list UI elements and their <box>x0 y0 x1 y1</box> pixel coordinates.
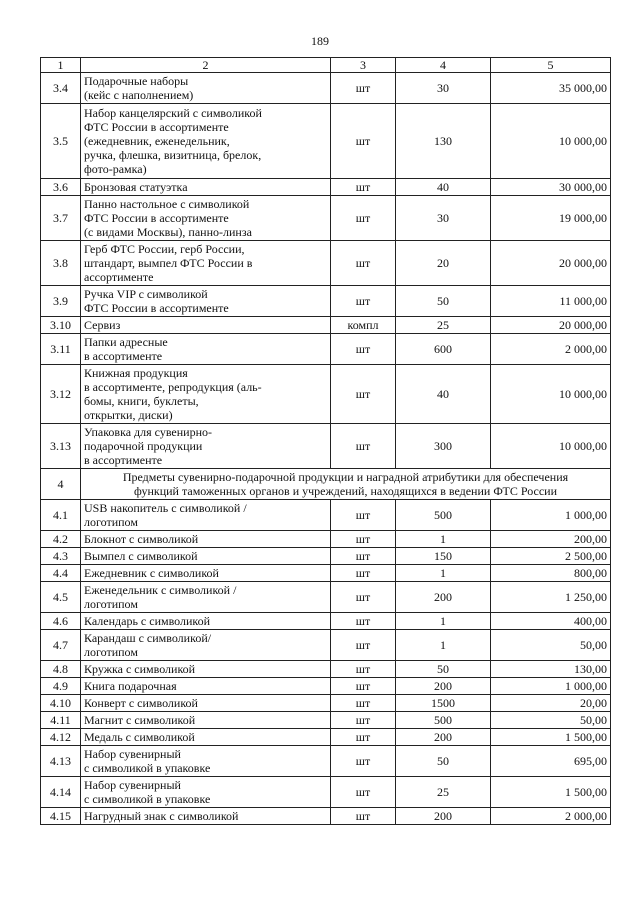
table-row <box>41 695 611 712</box>
item-unit: шт <box>331 104 396 179</box>
item-quantity: 40 <box>396 365 491 424</box>
item-quantity: 50 <box>396 661 491 678</box>
item-quantity: 1500 <box>396 695 491 712</box>
item-name: USB накопитель с символикой / логотипом <box>81 500 331 531</box>
item-name: Конверт с символикой <box>81 695 331 712</box>
item-amount: 50,00 <box>491 712 611 729</box>
item-quantity: 30 <box>396 73 491 104</box>
item-name: Набор сувенирный с символикой в упаковке <box>81 777 331 808</box>
item-quantity: 200 <box>396 808 491 825</box>
item-amount: 11 000,00 <box>491 286 611 317</box>
item-name: Сервиз <box>81 317 331 334</box>
item-name: Карандаш с символикой/ логотипом <box>81 630 331 661</box>
item-name: Набор канцелярский с символикой ФТС России в ассортименте (ежедневник, еженедельник, ручка, флешка, визитница, брелок, фото-рамка) <box>81 104 331 179</box>
row-number: 4.12 <box>41 729 81 746</box>
item-name: Бронзовая статуэтка <box>81 179 331 196</box>
item-amount: 30 000,00 <box>491 179 611 196</box>
column-header: 5 <box>491 58 611 73</box>
item-amount: 130,00 <box>491 661 611 678</box>
row-number: 4.4 <box>41 565 81 582</box>
item-amount: 2 000,00 <box>491 808 611 825</box>
item-quantity: 500 <box>396 712 491 729</box>
item-unit: шт <box>331 565 396 582</box>
item-quantity: 25 <box>396 777 491 808</box>
item-amount: 2 500,00 <box>491 548 611 565</box>
column-header: 2 <box>81 58 331 73</box>
item-quantity: 30 <box>396 196 491 241</box>
item-unit: шт <box>331 531 396 548</box>
row-number: 4.2 <box>41 531 81 548</box>
items-table <box>40 57 611 825</box>
item-amount: 20,00 <box>491 695 611 712</box>
section-title: Предметы сувенирно-подарочной продукции и наградной атрибутики для обеспечения функций таможенных органов и учреждений, находящихся в ведении ФТС России <box>81 469 611 500</box>
table-row <box>41 613 611 630</box>
item-quantity: 25 <box>396 317 491 334</box>
row-number: 3.10 <box>41 317 81 334</box>
item-name: Набор сувенирный с символикой в упаковке <box>81 746 331 777</box>
item-unit: шт <box>331 712 396 729</box>
item-amount: 19 000,00 <box>491 196 611 241</box>
row-number: 3.13 <box>41 424 81 469</box>
table-row <box>41 424 611 469</box>
item-name: Еженедельник с символикой / логотипом <box>81 582 331 613</box>
table-row <box>41 630 611 661</box>
row-number: 3.11 <box>41 334 81 365</box>
row-number: 3.4 <box>41 73 81 104</box>
item-unit: шт <box>331 661 396 678</box>
column-header: 3 <box>331 58 396 73</box>
item-amount: 10 000,00 <box>491 424 611 469</box>
table-row <box>41 286 611 317</box>
row-number: 4.7 <box>41 630 81 661</box>
row-number: 3.6 <box>41 179 81 196</box>
row-number: 4.13 <box>41 746 81 777</box>
item-name: Книга подарочная <box>81 678 331 695</box>
row-number: 3.7 <box>41 196 81 241</box>
item-amount: 400,00 <box>491 613 611 630</box>
item-unit: шт <box>331 808 396 825</box>
item-amount: 800,00 <box>491 565 611 582</box>
item-unit: шт <box>331 365 396 424</box>
table-row <box>41 777 611 808</box>
table-row <box>41 334 611 365</box>
row-number: 4 <box>41 469 81 500</box>
item-quantity: 20 <box>396 241 491 286</box>
item-quantity: 200 <box>396 582 491 613</box>
page-number: 189 <box>311 34 329 48</box>
item-name: Панно настольное с символикой ФТС России в ассортименте (с видами Москвы), панно-линза <box>81 196 331 241</box>
item-amount: 1 000,00 <box>491 678 611 695</box>
item-amount: 20 000,00 <box>491 241 611 286</box>
item-unit: шт <box>331 334 396 365</box>
item-unit: шт <box>331 746 396 777</box>
table-row <box>41 196 611 241</box>
table-row <box>41 73 611 104</box>
item-amount: 2 000,00 <box>491 334 611 365</box>
item-unit: шт <box>331 424 396 469</box>
row-number: 4.8 <box>41 661 81 678</box>
row-number: 4.14 <box>41 777 81 808</box>
item-unit: шт <box>331 582 396 613</box>
item-name: Папки адресные в ассортименте <box>81 334 331 365</box>
item-unit: шт <box>331 678 396 695</box>
item-name: Кружка с символикой <box>81 661 331 678</box>
row-number: 4.9 <box>41 678 81 695</box>
table-row <box>41 712 611 729</box>
item-name: Книжная продукция в ассортименте, репродукция (аль- бомы, книги, буклеты, открытки, диски) <box>81 365 331 424</box>
item-quantity: 50 <box>396 746 491 777</box>
item-unit: шт <box>331 500 396 531</box>
column-header: 1 <box>41 58 81 73</box>
item-unit: шт <box>331 613 396 630</box>
item-amount: 10 000,00 <box>491 104 611 179</box>
table-row <box>41 241 611 286</box>
item-amount: 10 000,00 <box>491 365 611 424</box>
item-amount: 20 000,00 <box>491 317 611 334</box>
item-amount: 50,00 <box>491 630 611 661</box>
item-unit: шт <box>331 695 396 712</box>
column-header: 4 <box>396 58 491 73</box>
table-row <box>41 565 611 582</box>
item-quantity: 130 <box>396 104 491 179</box>
row-number: 4.1 <box>41 500 81 531</box>
item-name: Упаковка для сувенирно- подарочной продукции в ассортименте <box>81 424 331 469</box>
item-amount: 695,00 <box>491 746 611 777</box>
item-unit: шт <box>331 548 396 565</box>
item-quantity: 150 <box>396 548 491 565</box>
item-unit: шт <box>331 777 396 808</box>
item-quantity: 1 <box>396 630 491 661</box>
item-amount: 1 500,00 <box>491 729 611 746</box>
item-amount: 1 500,00 <box>491 777 611 808</box>
item-unit: шт <box>331 286 396 317</box>
item-name: Магнит с символикой <box>81 712 331 729</box>
item-amount: 1 250,00 <box>491 582 611 613</box>
item-name: Герб ФТС России, герб России, штандарт, вымпел ФТС России в ассортименте <box>81 241 331 286</box>
item-quantity: 600 <box>396 334 491 365</box>
row-number: 4.5 <box>41 582 81 613</box>
item-quantity: 1 <box>396 531 491 548</box>
item-name: Блокнот с символикой <box>81 531 331 548</box>
item-quantity: 200 <box>396 729 491 746</box>
item-name: Вымпел с символикой <box>81 548 331 565</box>
table-row <box>41 179 611 196</box>
item-amount: 35 000,00 <box>491 73 611 104</box>
item-name: Ежедневник с символикой <box>81 565 331 582</box>
item-unit: шт <box>331 73 396 104</box>
table-row <box>41 500 611 531</box>
item-unit: шт <box>331 196 396 241</box>
table-row <box>41 317 611 334</box>
table-row <box>41 548 611 565</box>
item-quantity: 300 <box>396 424 491 469</box>
row-number: 3.8 <box>41 241 81 286</box>
table-row <box>41 729 611 746</box>
table-row <box>41 808 611 825</box>
item-unit: шт <box>331 179 396 196</box>
item-unit: шт <box>331 729 396 746</box>
item-quantity: 1 <box>396 565 491 582</box>
table-row <box>41 661 611 678</box>
item-amount: 200,00 <box>491 531 611 548</box>
section-row <box>41 469 611 500</box>
table-row <box>41 104 611 179</box>
row-number: 3.5 <box>41 104 81 179</box>
item-name: Ручка VIP с символикой ФТС России в ассортименте <box>81 286 331 317</box>
table-row <box>41 582 611 613</box>
item-name: Медаль с символикой <box>81 729 331 746</box>
item-quantity: 500 <box>396 500 491 531</box>
row-number: 4.11 <box>41 712 81 729</box>
row-number: 4.10 <box>41 695 81 712</box>
item-unit: шт <box>331 630 396 661</box>
item-amount: 1 000,00 <box>491 500 611 531</box>
row-number: 4.3 <box>41 548 81 565</box>
table-header-row <box>41 58 611 73</box>
row-number: 3.9 <box>41 286 81 317</box>
items-table-body <box>41 58 611 825</box>
item-unit: компл <box>331 317 396 334</box>
table-row <box>41 746 611 777</box>
item-quantity: 200 <box>396 678 491 695</box>
table-row <box>41 365 611 424</box>
table-row <box>41 678 611 695</box>
item-name: Календарь с символикой <box>81 613 331 630</box>
table-row <box>41 531 611 548</box>
item-quantity: 50 <box>396 286 491 317</box>
row-number: 4.6 <box>41 613 81 630</box>
row-number: 4.15 <box>41 808 81 825</box>
item-unit: шт <box>331 241 396 286</box>
item-quantity: 1 <box>396 613 491 630</box>
item-name: Подарочные наборы (кейс с наполнением) <box>81 73 331 104</box>
row-number: 3.12 <box>41 365 81 424</box>
item-quantity: 40 <box>396 179 491 196</box>
item-name: Нагрудный знак с символикой <box>81 808 331 825</box>
